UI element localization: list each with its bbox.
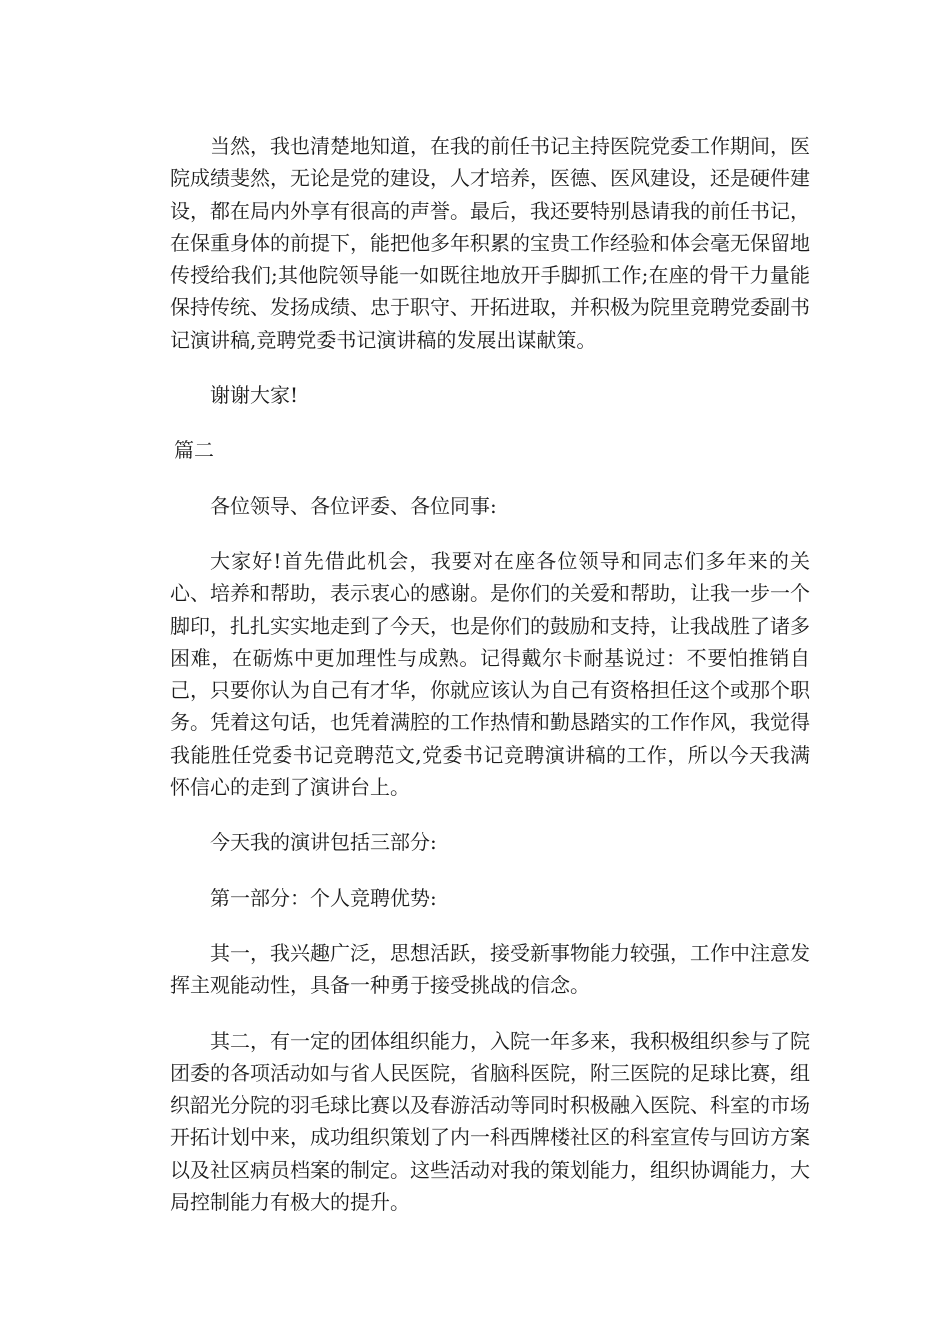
paragraph: 第一部分：个人竞聘优势: xyxy=(210,885,437,910)
paragraph: 其一，我兴趣广泛，思想活跃，接受新事物能力较强，工作中注意发挥主观能动性，具备一种勇于接受挑战的信念。 xyxy=(170,940,810,998)
section-title: 篇二 xyxy=(174,438,214,463)
paragraph: 其二，有一定的团体组织能力，入院一年多来，我积极组织参与了院团委的各项活动如与省人民医院，省脑科医院，附三医院的足球比赛，组织韶光分院的羽毛球比赛以及春游活动等同时积极融入医院、科室的市场开拓计划中来，成功组织策划了内一科西牌楼社区的科室宣传与回访方案以及社区病员档案的制定。这些活动对我的策划能力，组织协调能力，大局控制能力有极大的提升。 xyxy=(170,1028,810,1215)
paragraph-thanks: 谢谢大家! xyxy=(210,383,299,408)
paragraph: 大家好!首先借此机会，我要对在座各位领导和同志们多年来的关心、培养和帮助，表示衷心的感谢。是你们的关爱和帮助，让我一步一个脚印，扎扎实实地走到了今天，也是你们的鼓励和支持，让我战胜了诸多困难，在砺炼中更加理性与成熟。记得戴尔卡耐基说过：不要怕推销自己，只要你认为自己有才华，你就应该认为自己有资格担任这个或那个职务。凭着这句话，也凭着满腔的工作热情和勤恳踏实的工作作风，我觉得我能胜任党委书记竞聘范文,党委书记竞聘演讲稿的工作，所以今天我满怀信心的走到了演讲台上。 xyxy=(170,548,810,800)
paragraph-salutation: 各位领导、各位评委、各位同事: xyxy=(210,493,497,518)
paragraph: 当然，我也清楚地知道，在我的前任书记主持医院党委工作期间，医院成绩斐然，无论是党的建设，人才培养，医德、医风建设，还是硬件建设，都在局内外享有很高的声誉。最后，我还要特别恳请我的前任书记，在保重身体的前提下，能把他多年积累的宝贵工作经验和体会毫无保留地传授给我们;其他院领导能一如既往地放开手脚抓工作;在座的骨干力量能保持传统、发扬成绩、忠于职守、开拓进取，并积极为院里竞聘党委副书记演讲稿,竞聘党委书记演讲稿的发展出谋献策。 xyxy=(170,134,810,352)
paragraph: 今天我的演讲包括三部分: xyxy=(210,830,437,855)
document-body xyxy=(170,130,810,1241)
